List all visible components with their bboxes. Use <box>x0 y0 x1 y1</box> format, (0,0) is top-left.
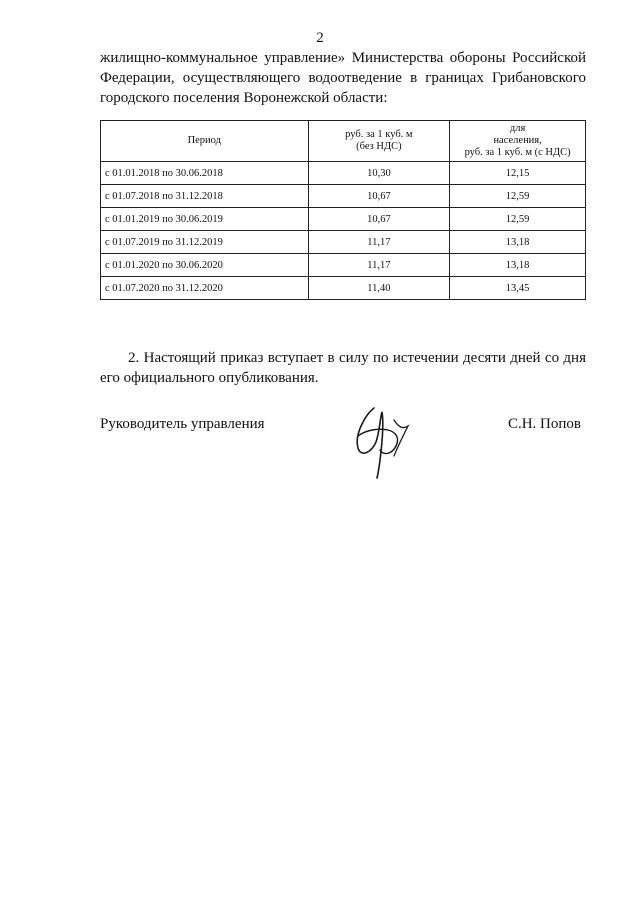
cell-period: с 01.07.2020 по 31.12.2020 <box>101 277 309 300</box>
cell-period: с 01.07.2018 по 31.12.2018 <box>101 185 309 208</box>
cell-population: 12,59 <box>450 185 586 208</box>
cell-no-vat: 10,30 <box>308 162 450 185</box>
cell-period: с 01.01.2019 по 30.06.2019 <box>101 208 309 231</box>
cell-no-vat: 10,67 <box>308 208 450 231</box>
page-number: 2 <box>316 30 324 46</box>
header-period <box>101 121 309 162</box>
table-header-row <box>101 121 586 162</box>
tariff-table <box>100 120 586 300</box>
signature-block <box>100 396 586 486</box>
header-population-text: для населения, руб. за 1 куб. м (с НДС) <box>464 123 571 158</box>
table-row <box>101 231 586 254</box>
signatory-name: С.Н. Попов <box>507 416 581 432</box>
intro-paragraph <box>100 48 586 108</box>
table-row <box>101 162 586 185</box>
item-2-paragraph: 2. Настоящий приказ вступает в силу по истечении десяти дней со дня его официального опубликования. <box>100 350 586 386</box>
cell-period: с 01.07.2019 по 31.12.2019 <box>101 231 309 254</box>
intro-text: жилищно-коммунальное управление» Министерства обороны Российской Федерации, осуществляющего водоотведение в границах Грибановского городского поселения Воронежской области: <box>100 50 586 106</box>
handwritten-signature <box>344 400 424 480</box>
header-population <box>450 121 586 162</box>
header-period-text: Период <box>187 135 221 146</box>
table-row <box>101 277 586 300</box>
cell-population: 13,18 <box>450 254 586 277</box>
cell-period: с 01.01.2018 по 30.06.2018 <box>101 162 309 185</box>
table-row <box>101 254 586 277</box>
cell-population: 12,59 <box>450 208 586 231</box>
cell-no-vat: 11,17 <box>308 254 450 277</box>
cell-population: 13,18 <box>450 231 586 254</box>
cell-population: 13,45 <box>450 277 586 300</box>
cell-no-vat: 11,40 <box>308 277 450 300</box>
cell-no-vat: 11,17 <box>308 231 450 254</box>
header-no-vat-text: руб. за 1 куб. м (без НДС) <box>345 129 413 152</box>
table-row <box>101 185 586 208</box>
cell-period: с 01.01.2020 по 30.06.2020 <box>101 254 309 277</box>
cell-population: 12,15 <box>450 162 586 185</box>
table-row <box>101 208 586 231</box>
signatory-position: Руководитель управления <box>100 416 265 432</box>
cell-no-vat: 10,67 <box>308 185 450 208</box>
header-no-vat <box>308 121 450 162</box>
